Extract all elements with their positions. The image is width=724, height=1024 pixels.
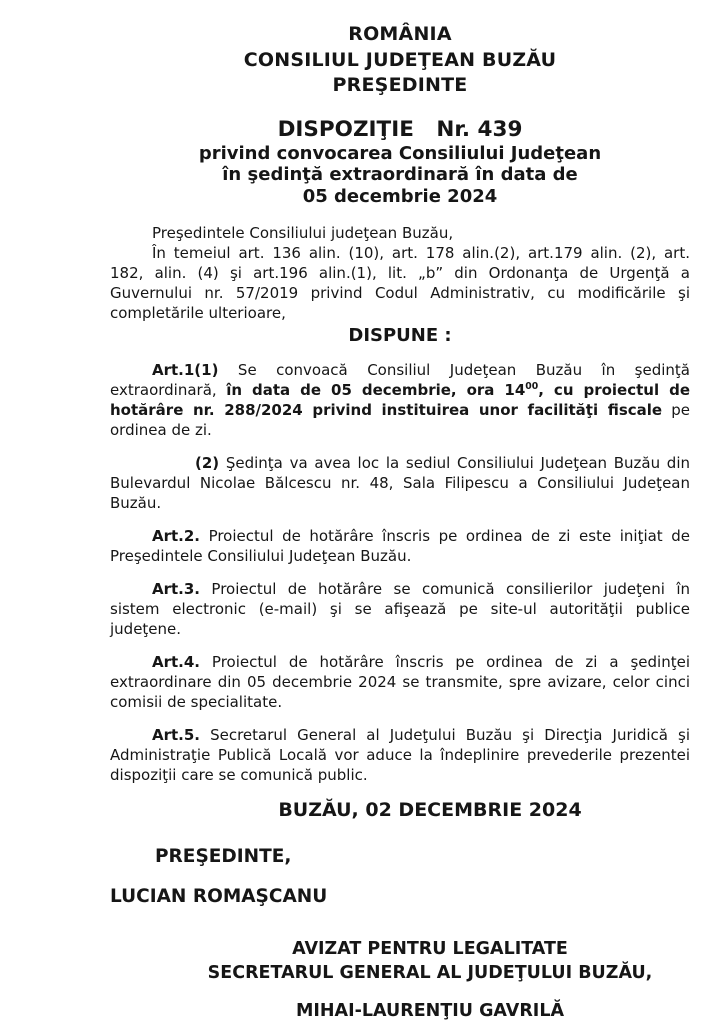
header-country: ROMÂNIA — [348, 23, 452, 45]
document-subtitle-line-1: privind convocarea Consiliului Judeţean — [198, 142, 602, 164]
text-run: Se convoacă Consiliul Judeţean Buzău în şedinţă extraordinară, — [110, 361, 690, 399]
text-run: , cu proiectul de hotărâre nr. 288/2024 privind instituirea unor facilităţi fiscale — [110, 381, 691, 419]
text-run: Preşedintele Consiliului judeţean Buzău, — [152, 224, 454, 242]
article-3 — [110, 579, 690, 639]
header-office: PREŞEDINTE — [332, 74, 468, 96]
approver-name: MIHAI-LAURENŢIU GAVRILĂ — [295, 1001, 565, 1021]
president-role-label: PREŞEDINTE, — [155, 846, 292, 867]
article-4 — [110, 652, 690, 712]
text-run: (2) — [195, 454, 220, 472]
article-2 — [110, 526, 690, 566]
article-1-1 — [110, 360, 690, 440]
text-run: Proiectul de hotărâre înscris pe ordinea de zi a şedinţei extraordinare din 05 decembrie 2024 se transmite, spre avizare, celor cinci comisii de specialitate. — [110, 653, 690, 711]
text-run: Art.3. — [152, 580, 201, 598]
president-name: LUCIAN ROMAŞCANU — [110, 886, 328, 907]
text-run: Art.5. — [152, 726, 201, 744]
text-run: Secretarul General al Judeţului Buzău şi Direcţia Juridică şi Administraţie Publică Locală vor aduce la îndeplinire prevederile prezentei dispoziţii care se comunică public. — [110, 726, 690, 784]
text-run: Art.4. — [152, 653, 201, 671]
text-run: Art.1(1) — [152, 361, 219, 379]
approval-block — [110, 937, 690, 1023]
approval-line-2: SECRETARUL GENERAL AL JUDEŢULUI BUZĂU, — [207, 963, 653, 983]
text-run: 00 — [525, 381, 539, 392]
text-run: În temeiul art. 136 alin. (10), art. 178 alin.(2), art.179 alin. (2), art. 182, alin. (4) şi art.196 alin.(1), lit. „b” din Ordonanţa de Urgenţă a Guvernului nr. 57/2019 privind Codul Administrativ, cu modificările şi completările ulterioare, — [110, 244, 690, 322]
article-5 — [110, 725, 690, 785]
dispune-heading — [110, 323, 690, 348]
document-title-block — [110, 117, 690, 208]
date-place-line: BUZĂU, 02 DECEMBRIE 2024 — [278, 799, 582, 821]
document-header — [110, 22, 690, 99]
approval-line-1: AVIZAT PENTRU LEGALITATE — [292, 939, 568, 959]
document-body — [110, 223, 690, 785]
text-run: DISPUNE : — [348, 325, 452, 346]
preamble-line — [110, 223, 690, 243]
text-run: în data de 05 decembrie, ora 14 — [226, 381, 526, 399]
document-title: DISPOZIŢIE Nr. 439 — [277, 116, 523, 142]
text-run: Şedinţa va avea loc la sediul Consiliului Judeţean Buzău din Bulevardul Nicolae Bălcescu nr. 48, Sala Filipescu a Consiliului Judeţean Buzău. — [110, 454, 690, 512]
text-run: pe ordinea de zi. — [110, 401, 690, 439]
text-run: Proiectul de hotărâre înscris pe ordinea de zi este iniţiat de Preşedintele Consiliului Judeţean Buzău. — [110, 527, 690, 565]
text-run: Art.2. — [152, 527, 201, 545]
text-run: Proiectul de hotărâre se comunică consilierilor judeţeni în sistem electronic (e-mail) şi se afişează pe site-ul autorităţii publice judeţene. — [110, 580, 690, 638]
header-institution: CONSILIUL JUDEŢEAN BUZĂU — [243, 48, 557, 71]
article-1-2 — [110, 453, 690, 513]
document-subtitle-line-2: în şedinţă extraordinară în data de — [222, 164, 578, 185]
legal-basis — [110, 243, 690, 323]
document-subtitle-line-3: 05 decembrie 2024 — [302, 185, 498, 207]
